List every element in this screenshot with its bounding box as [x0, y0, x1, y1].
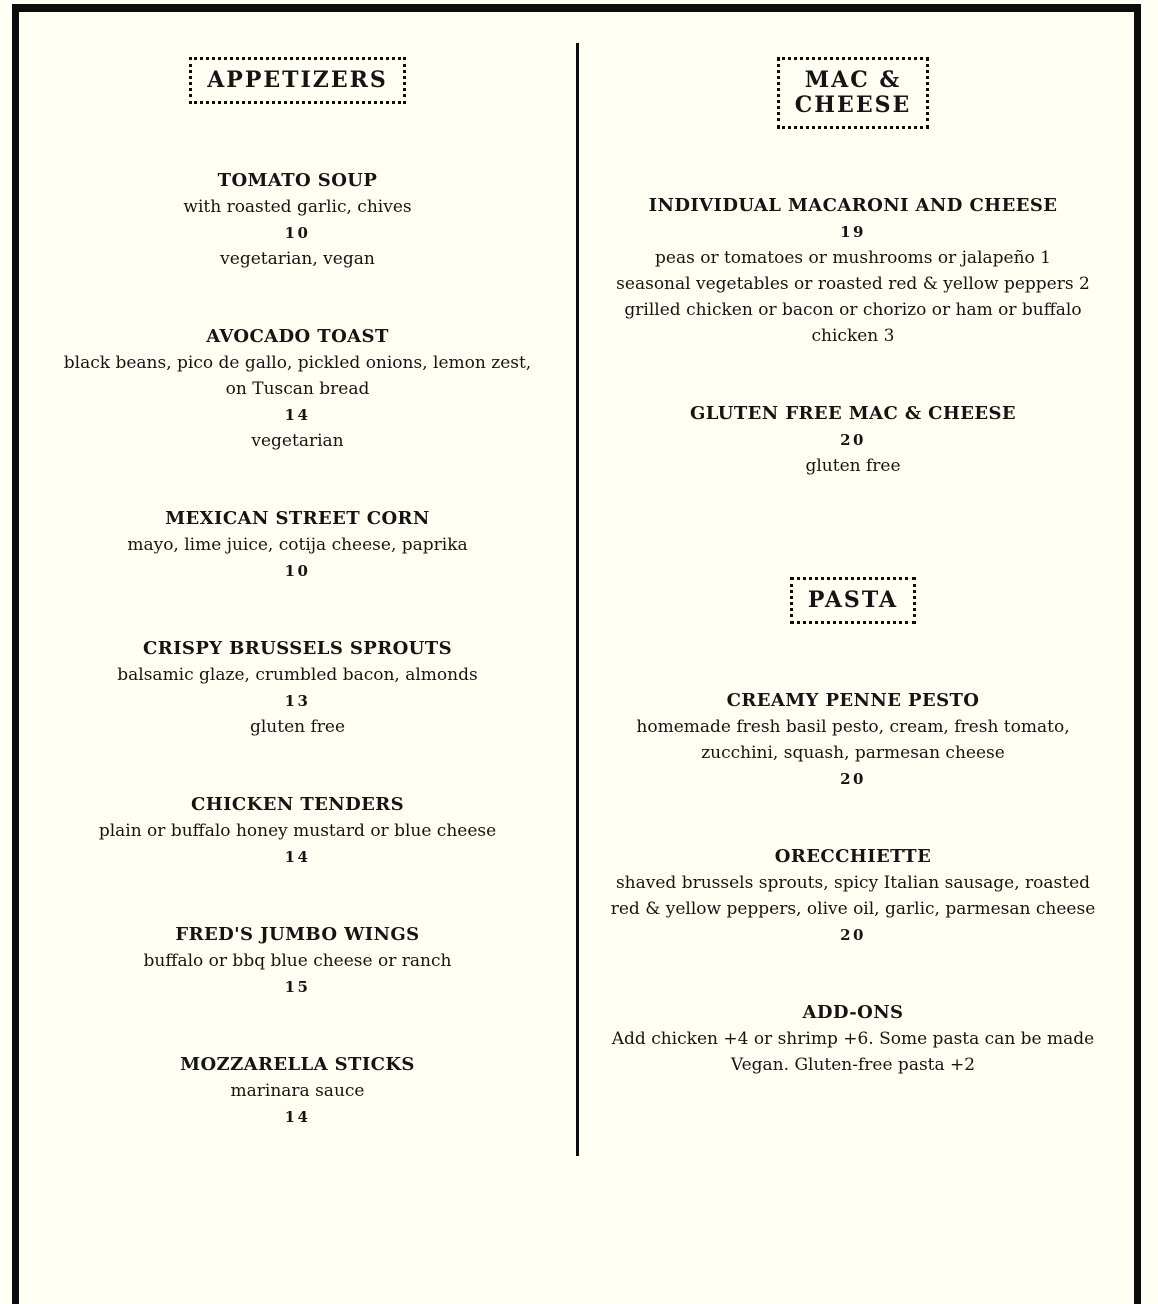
item-name: MOZZARELLA STICKS [180, 1054, 415, 1075]
menu-item [19, 792, 576, 870]
menu-item [19, 324, 576, 454]
item-description: grilled chicken or bacon or chorizo or ham or buffalo [624, 300, 1082, 320]
menu-item [579, 401, 1127, 479]
item-description: marinara sauce [230, 1081, 365, 1101]
item-price: 14 [284, 1108, 311, 1126]
item-price: 19 [840, 223, 866, 241]
section-header [189, 57, 406, 104]
section-title-box [777, 57, 930, 129]
item-price: 20 [840, 770, 866, 788]
item-name: INDIVIDUAL MACARONI AND CHEESE [648, 195, 1058, 216]
right-column [579, 12, 1127, 1130]
item-description: on Tuscan bread [225, 379, 370, 399]
section-title-box [790, 577, 916, 624]
item-description: buffalo or bbq blue cheese or ranch [143, 951, 452, 971]
menu-item [579, 1000, 1127, 1078]
section-header [777, 57, 930, 129]
menu-item [19, 506, 576, 584]
item-name: AVOCADO TOAST [206, 326, 389, 347]
item-name: ORECCHIETTE [774, 846, 932, 867]
item-name: ADD-ONS [802, 1002, 904, 1023]
item-description: homemade fresh basil pesto, cream, fresh tomato, [636, 717, 1070, 737]
menu-item [19, 636, 576, 740]
item-description: peas or tomatoes or mushrooms or jalapeño 1 [655, 248, 1051, 268]
item-description: black beans, pico de gallo, pickled onions, lemon zest, [63, 353, 532, 373]
item-description: seasonal vegetables or roasted red & yellow peppers 2 [616, 274, 1090, 294]
item-name: GLUTEN FREE MAC & CHEESE [689, 403, 1017, 424]
item-name: CRISPY BRUSSELS SPROUTS [143, 638, 452, 659]
item-price: 20 [840, 431, 866, 449]
item-price: 10 [284, 562, 311, 580]
menu-item [579, 688, 1127, 792]
section-title-box [189, 57, 406, 104]
item-description: Add chicken +4 or shrimp +6. Some pasta can be made [611, 1029, 1095, 1049]
section-header [790, 577, 916, 624]
item-description: zucchini, squash, parmesan cheese [701, 743, 1005, 763]
item-dietary-note: vegetarian [251, 431, 344, 451]
item-dietary-note: gluten free [805, 456, 901, 476]
section-title: MAC & [804, 67, 902, 93]
item-description: Vegan. Gluten-free pasta +2 [730, 1055, 976, 1075]
item-price: 14 [284, 848, 311, 866]
item-price: 10 [284, 224, 311, 242]
left-column [19, 12, 576, 1182]
item-dietary-note: gluten free [249, 717, 346, 737]
item-description: plain or buffalo honey mustard or blue cheese [98, 821, 497, 841]
section-title: PASTA [807, 587, 899, 613]
item-price: 15 [284, 978, 311, 996]
menu-item [19, 1052, 576, 1130]
item-name: CHICKEN TENDERS [190, 794, 405, 815]
item-name: CREAMY PENNE PESTO [726, 690, 980, 711]
section-title: APPETIZERS [207, 67, 388, 93]
item-price: 14 [284, 406, 311, 424]
item-name: MEXICAN STREET CORN [165, 508, 430, 529]
item-description: with roasted garlic, chives [183, 197, 412, 217]
menu-item [579, 844, 1127, 948]
item-price: 13 [284, 692, 311, 710]
menu-item [579, 193, 1127, 349]
menu-item [19, 168, 576, 272]
item-description: mayo, lime juice, cotija cheese, paprika [127, 535, 468, 555]
menu-item [19, 922, 576, 1000]
item-dietary-note: vegetarian, vegan [220, 249, 375, 269]
item-description: balsamic glaze, crumbled bacon, almonds [117, 665, 478, 685]
item-name: TOMATO SOUP [217, 170, 378, 191]
item-name: FRED'S JUMBO WINGS [175, 924, 420, 945]
item-description: shaved brussels sprouts, spicy Italian sausage, roasted [615, 873, 1091, 893]
item-price: 20 [840, 926, 866, 944]
section-title: CHEESE [794, 92, 912, 118]
item-description: red & yellow peppers, olive oil, garlic, parmesan cheese [610, 899, 1096, 919]
item-description: chicken 3 [811, 326, 895, 346]
